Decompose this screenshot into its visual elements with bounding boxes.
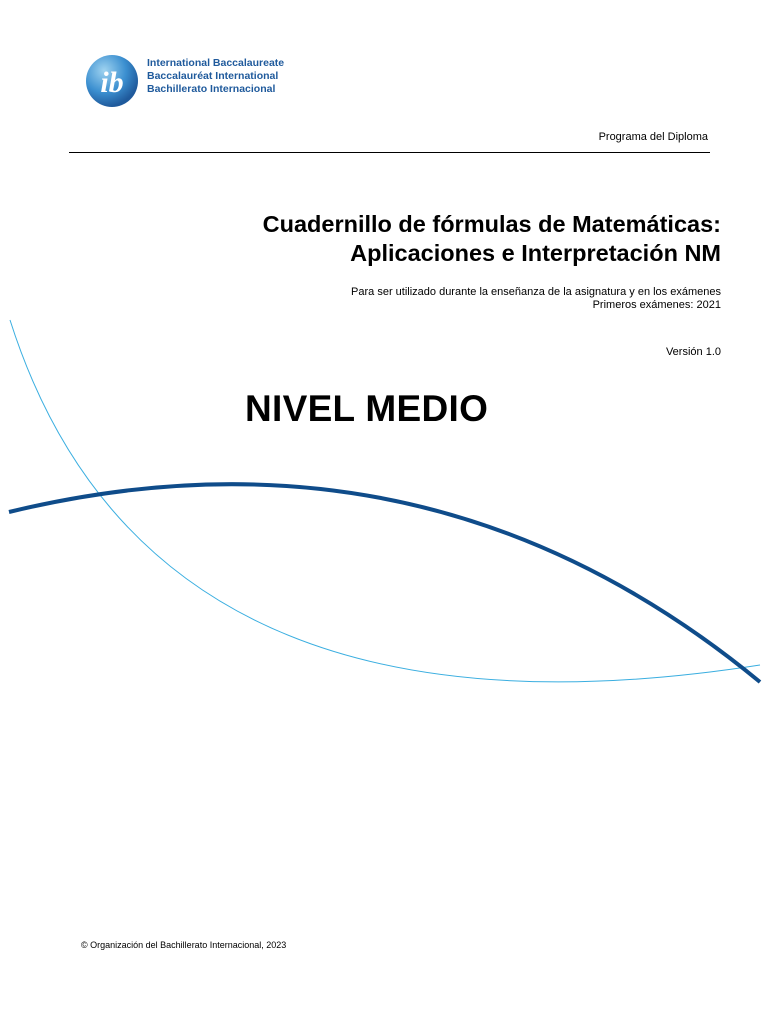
document-subtitle xyxy=(351,286,721,312)
light-blue-arc xyxy=(10,320,760,682)
level-heading: NIVEL MEDIO xyxy=(245,388,489,429)
version-label: Versión 1.0 xyxy=(665,346,721,358)
dark-blue-arc xyxy=(9,484,760,682)
ib-logo xyxy=(84,53,304,109)
logo-line-english: International Baccalaureate xyxy=(147,57,285,69)
subtitle-line-2: Primeros exámenes: 2021 xyxy=(592,299,721,311)
logo-line-spanish: Bachillerato Internacional xyxy=(147,83,276,95)
ib-globe-icon xyxy=(84,53,140,109)
logo-text xyxy=(147,57,284,96)
document-title xyxy=(263,210,721,268)
logo-line-french: Baccalauréat International xyxy=(147,70,279,82)
svg-text:ib: ib xyxy=(100,66,124,99)
subtitle-line-1: Para ser utilizado durante la enseñanza de la asignatura y en los exámenes xyxy=(351,286,721,298)
title-line-1: Cuadernillo de fórmulas de Matemáticas: xyxy=(262,211,721,237)
copyright-notice: © Organización del Bachillerato Internacional, 2023 xyxy=(81,940,287,950)
title-line-2: Aplicaciones e Interpretación NM xyxy=(350,240,721,266)
header-divider xyxy=(69,152,710,153)
program-label: Programa del Diploma xyxy=(598,131,708,143)
